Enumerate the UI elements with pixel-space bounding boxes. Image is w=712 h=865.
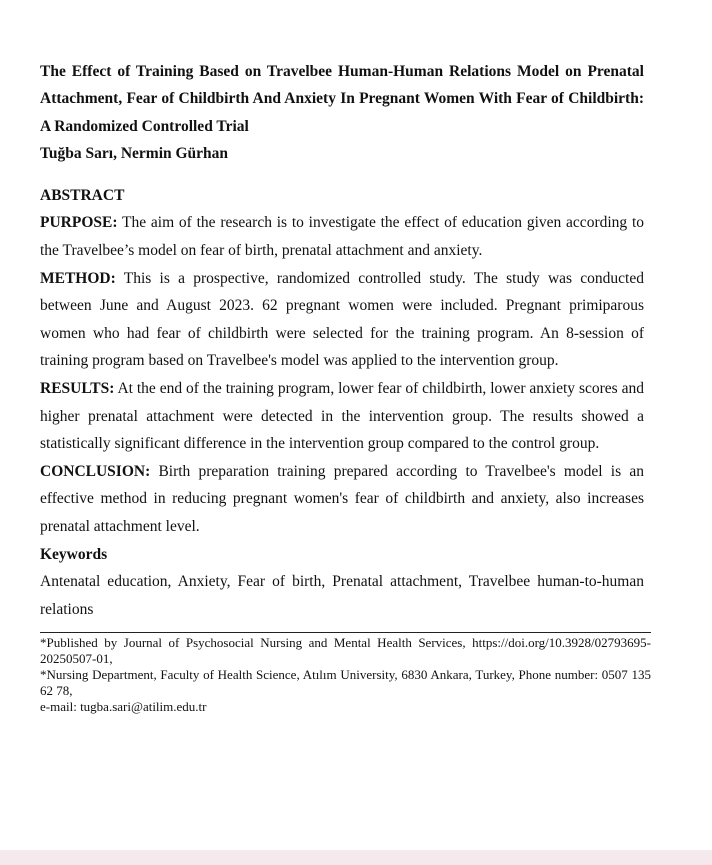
abstract-results <box>40 375 644 458</box>
page-bottom-band <box>0 850 712 865</box>
article-content <box>40 58 644 623</box>
results-text: At the end of the training program, lower fear of childbirth, lower anxiety scores and higher prenatal attachment were detected in the intervention group. The results showed a statistically significant difference in the intervention group compared to the control group. <box>40 380 644 453</box>
abstract-conclusion <box>40 458 644 541</box>
footnote-affiliation: *Nursing Department, Faculty of Health Science, Atılım University, 6830 Ankara, Turkey, Phone number: 0507 135 62 78, <box>40 667 651 698</box>
abstract-purpose <box>40 209 644 264</box>
purpose-label: PURPOSE: <box>40 214 118 232</box>
article-title: The Effect of Training Based on Travelbee Human-Human Relations Model on Prenatal Attachment, Fear of Childbirth And Anxiety In Pregnant Women With Fear of Childbirth: A Randomized Controlled Trial <box>40 63 644 135</box>
results-label: RESULTS: <box>40 380 115 398</box>
keywords-list: Antenatal education, Anxiety, Fear of birth, Prenatal attachment, Travelbee human-to-human relations <box>40 573 644 618</box>
footnote-published: *Published by Journal of Psychosocial Nursing and Mental Health Services, https://doi.org/10.3928/02793695-20250507-01, <box>40 635 651 666</box>
abstract-heading: ABSTRACT <box>40 187 125 205</box>
purpose-text: The aim of the research is to investigate the effect of education given according to the Travelbee’s model on fear of birth, prenatal attachment and anxiety. <box>40 214 644 260</box>
conclusion-text: Birth preparation training prepared according to Travelbee's model is an effective method in reducing pregnant women's fear of childbirth and anxiety, also increases prenatal attachment level. <box>40 462 644 536</box>
footnote-block <box>40 632 651 715</box>
author-list: Tuğba Sarı, Nermin Gürhan <box>40 144 229 162</box>
footnote-email: e-mail: tugba.sari@atilim.edu.tr <box>40 699 207 714</box>
method-label: METHOD: <box>40 269 116 287</box>
keywords-heading: Keywords <box>40 545 108 563</box>
conclusion-label: CONCLUSION: <box>40 462 151 480</box>
method-text: This is a prospective, randomized controlled study. The study was conducted between June and August 2023. 62 pregnant women were included. Pregnant primiparous women who had fear of childbirth were selected for the training program. An 8-session of training program based on Travelbee's model was applied to the intervention group. <box>40 269 644 370</box>
abstract-method <box>40 265 644 375</box>
